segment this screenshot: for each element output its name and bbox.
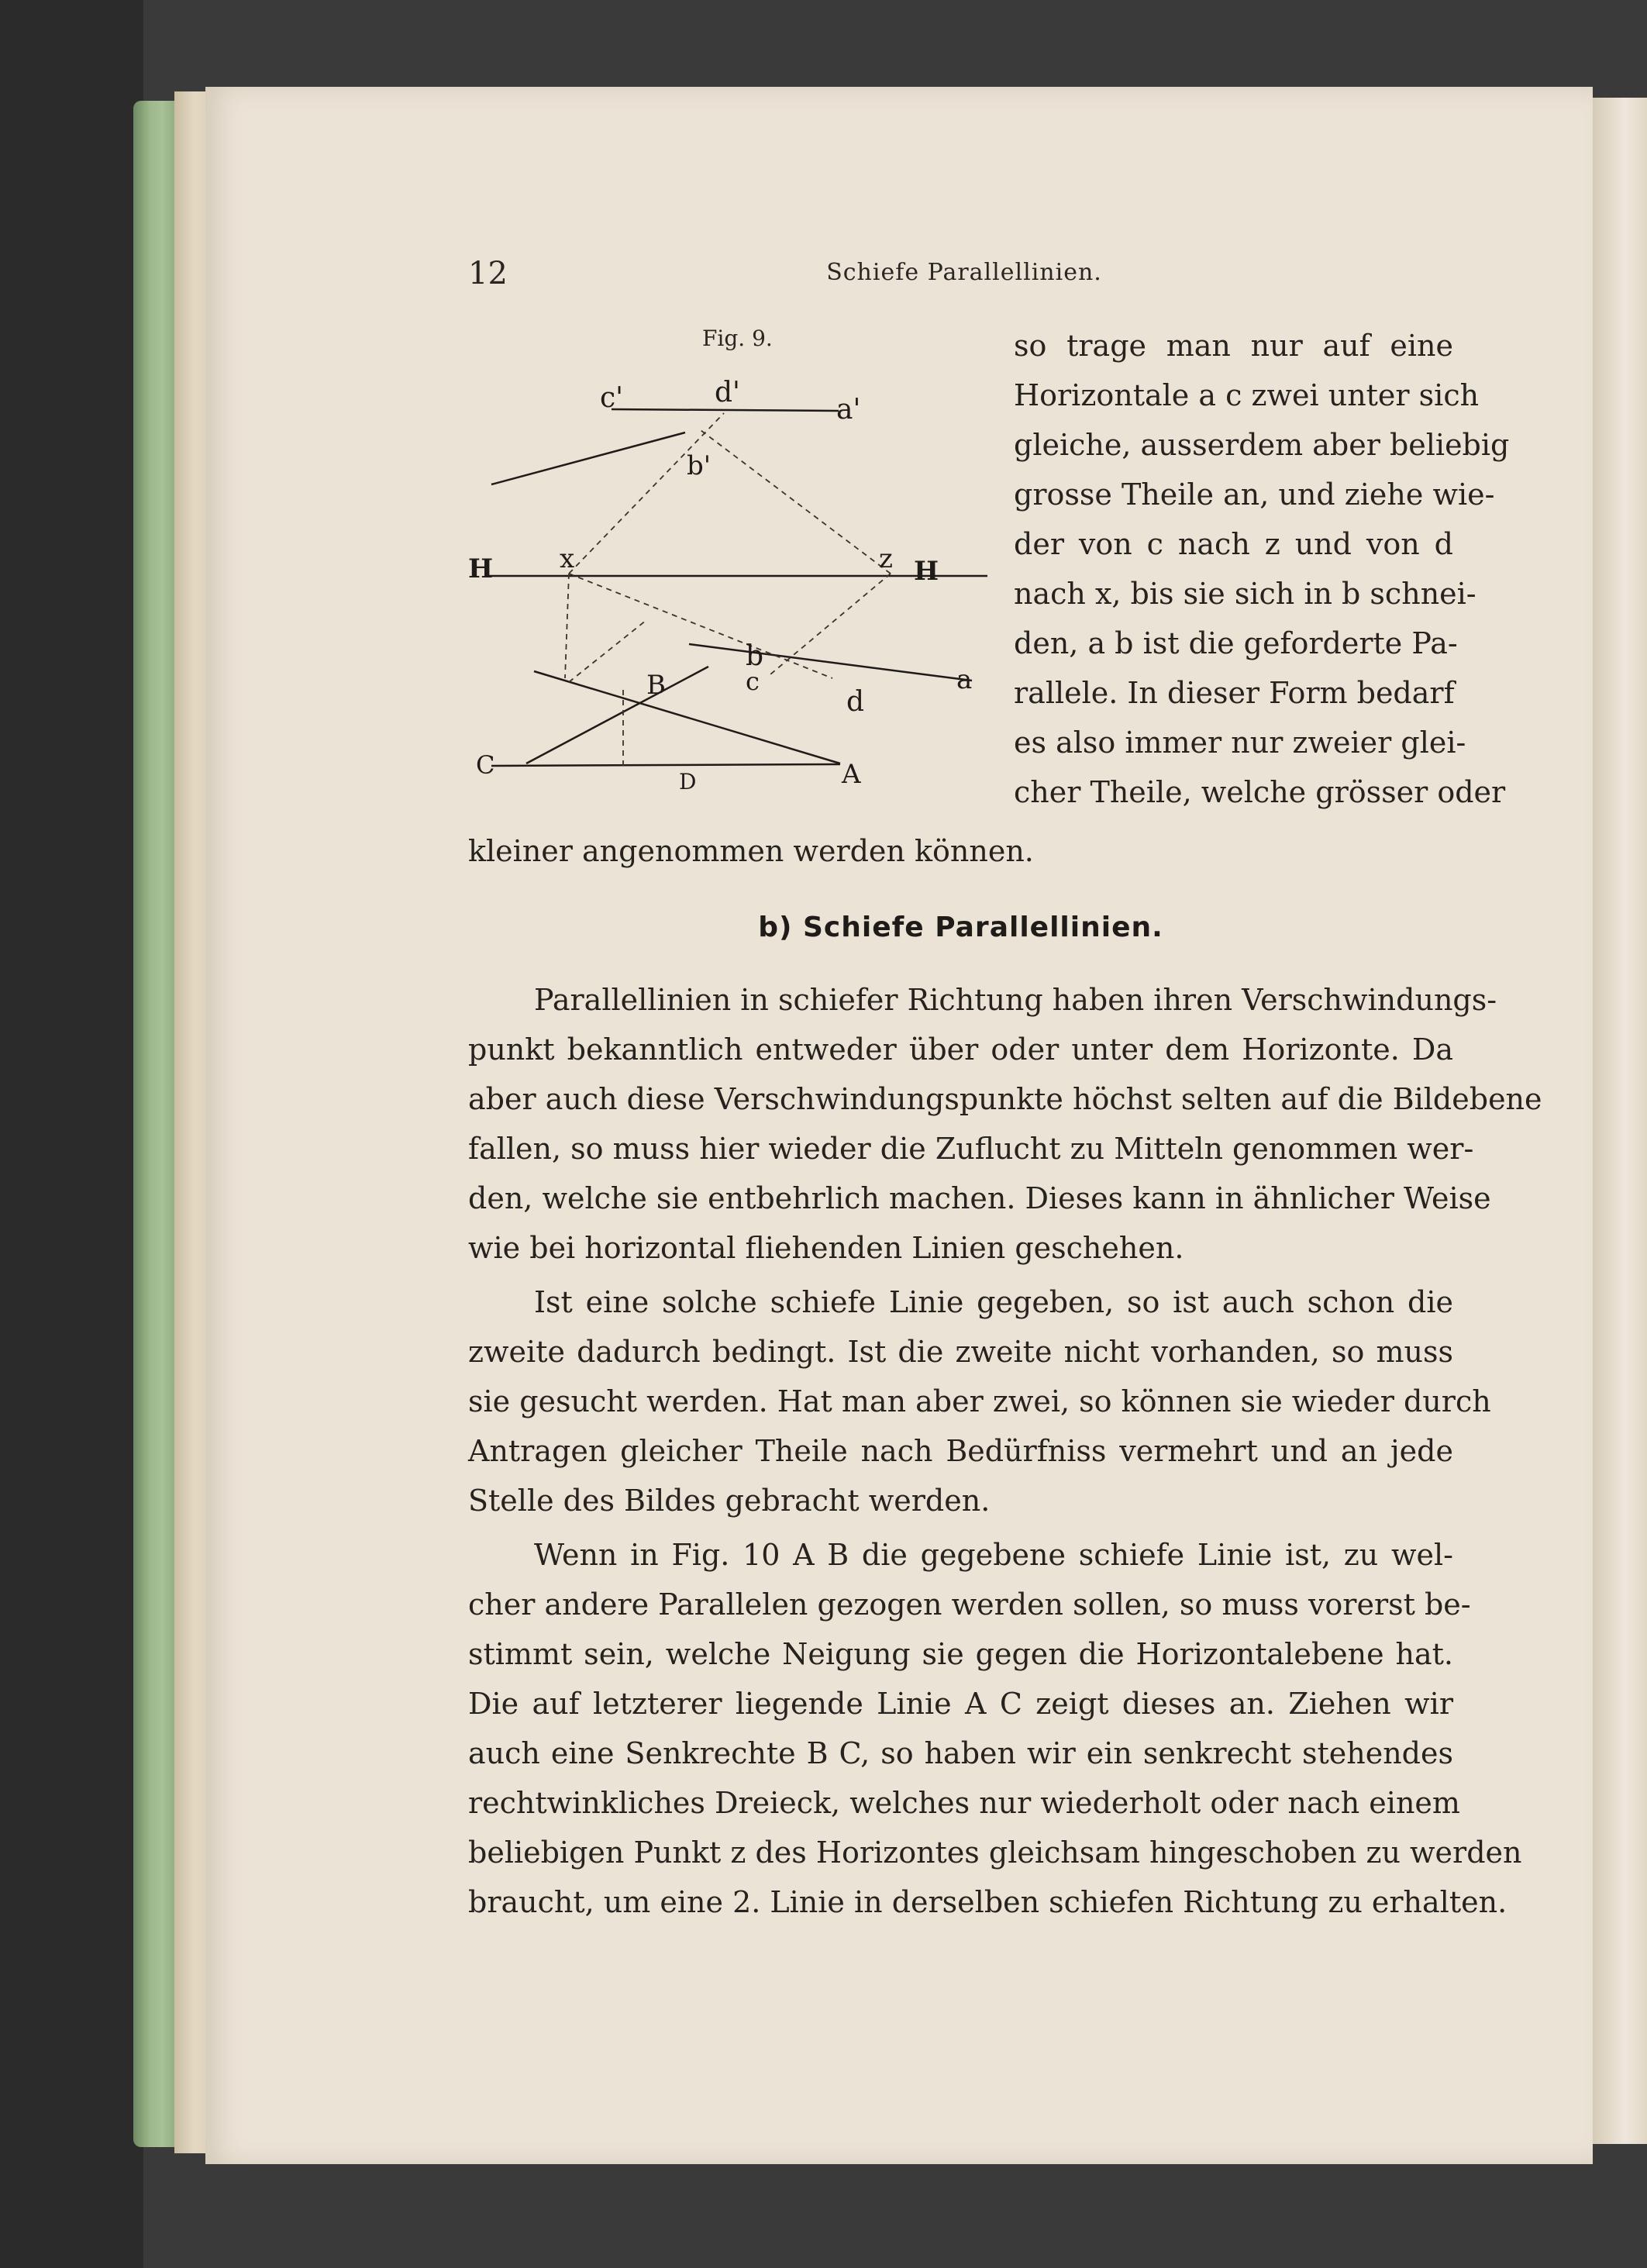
text-line: braucht, um eine 2. Linie in derselben schiefen Richtung zu erhalten. <box>468 1885 1507 1919</box>
label-H-left: H <box>468 553 494 584</box>
label-A: A <box>842 759 861 790</box>
text-line: kleiner angenommen werden können. <box>468 834 1034 868</box>
running-head: Schiefe Parallellinien. <box>826 259 1102 286</box>
label-b-prime: b' <box>687 450 712 481</box>
label-d-prime: d' <box>715 377 740 408</box>
dashed-x-d-prime <box>569 413 724 574</box>
text-line: Die auf letzterer liegende Linie A C zeigt dieses an. Ziehen wir <box>468 1687 1453 1721</box>
line-C-A <box>491 764 840 766</box>
text-line: auch eine Senkrechte B C, so haben wir ein senkrecht stehendes <box>468 1736 1453 1770</box>
text-line: Parallellinien in schiefer Richtung haben ihren Verschwindungs- <box>534 983 1497 1017</box>
label-b: b <box>746 640 764 672</box>
label-B: B <box>646 670 666 701</box>
text-line: beliebigen Punkt z des Horizontes gleichsam hingeschoben zu werden <box>468 1835 1522 1870</box>
text-line: cher andere Parallelen gezogen werden sollen, so muss vorerst be- <box>468 1587 1471 1622</box>
label-d: d <box>846 686 865 718</box>
label-D: D <box>679 769 697 794</box>
text-line: den, a b ist die geforderte Pa- <box>1014 626 1458 660</box>
background-dark <box>0 0 143 2268</box>
text-line: sie gesucht werden. Hat man aber zwei, so können sie wieder durch <box>468 1384 1491 1418</box>
text-line: fallen, so muss hier wieder die Zuflucht zu Mitteln genommen wer- <box>468 1132 1474 1166</box>
dashed-z-c <box>770 574 891 674</box>
label-x: x <box>560 543 575 574</box>
text-line: rechtwinkliches Dreieck, welches nur wiederholt oder nach einem <box>468 1786 1460 1820</box>
line-c-prime-a-prime <box>612 409 839 411</box>
text-line: Antragen gleicher Theile nach Bedürfniss vermehrt und an jede <box>468 1434 1453 1468</box>
text-line: wie bei horizontal fliehenden Linien geschehen. <box>468 1231 1184 1265</box>
figure-caption: Fig. 9. <box>702 326 773 351</box>
line-c-a <box>689 644 972 681</box>
text-line: zweite dadurch bedingt. Ist die zweite nicht vorhanden, so muss <box>468 1335 1453 1369</box>
dashed-z-b-prime <box>701 430 891 574</box>
text-line: es also immer nur zweier glei- <box>1014 726 1466 760</box>
figure-9 <box>468 326 1003 806</box>
line-A-upper <box>534 671 840 763</box>
text-line: der von c nach z und von d <box>1014 527 1453 561</box>
text-line: Stelle des Bildes gebracht werden. <box>468 1484 991 1518</box>
text-line: stimmt sein, welche Neigung sie gegen die Horizontalebene hat. <box>468 1637 1453 1671</box>
text-line: den, welche sie entbehrlich machen. Dieses kann in ähnlicher Weise <box>468 1181 1491 1215</box>
text-line: cher Theile, welche grösser oder <box>1014 775 1506 809</box>
text-line: so trage man nur auf eine <box>1014 329 1453 363</box>
label-c-prime: c' <box>600 382 624 414</box>
text-line: rallele. In dieser Form bedarf <box>1014 676 1455 710</box>
page-edges-right <box>1593 98 1647 2144</box>
figure-diagram <box>468 326 1003 806</box>
label-a: a <box>956 664 973 695</box>
text-line: aber auch diese Verschwindungspunkte höchst selten auf die Bildebene <box>468 1082 1542 1116</box>
label-a-prime: a' <box>836 394 861 426</box>
text-line: punkt bekanntlich entweder über oder unter dem Horizonte. Da <box>468 1032 1453 1067</box>
text-line: gleiche, ausserdem aber beliebig <box>1014 428 1510 462</box>
text-fragment: Ist eine solche schiefe Linie gegeben, so ist auch schon die <box>534 1285 1453 1319</box>
line-b-prime-left <box>491 433 685 484</box>
label-C: C <box>476 750 495 780</box>
text-line <box>534 1280 1453 1324</box>
dashed-x-d <box>569 574 832 678</box>
text-line: nach x, bis sie sich in b schnei- <box>1014 577 1476 611</box>
dashed-B-b <box>569 620 646 682</box>
page-number: 12 <box>468 256 508 291</box>
label-c: c <box>746 667 760 696</box>
text-line: grosse Theile an, und ziehe wie- <box>1014 477 1495 512</box>
dashed-x-B <box>565 574 569 678</box>
text-line: Wenn in Fig. 10 A B die gegebene schiefe Linie ist, zu wel- <box>534 1538 1453 1572</box>
label-z: z <box>879 543 893 574</box>
label-H-right: H <box>914 556 939 587</box>
text-line: Horizontale a c zwei unter sich <box>1014 378 1480 412</box>
page-header <box>468 256 1460 295</box>
section-heading: b) Schiefe Parallellinien. <box>758 912 1163 943</box>
